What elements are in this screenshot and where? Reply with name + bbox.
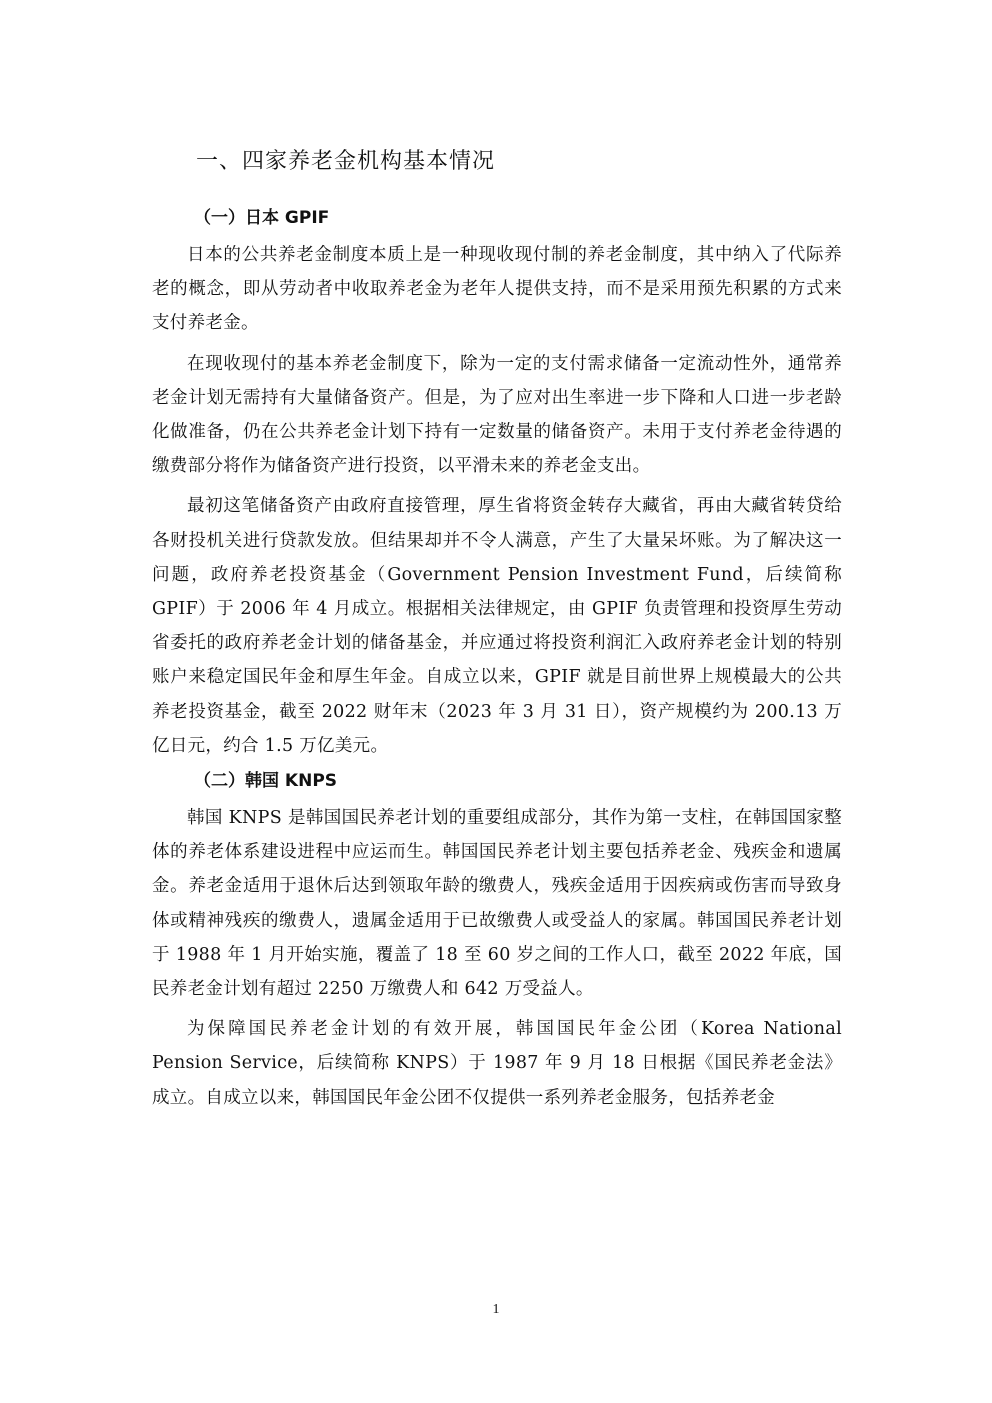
paragraph: 韩国 KNPS 是韩国国民养老计划的重要组成部分，其作为第一支柱，在韩国国家整体的养老体系建设进程中应运而生。韩国国民养老计划主要包括养老金、残疾金和遗属金。养老金适用于退休后达到领取年龄的缴费人，残疾金适用于因疾病或伤害而导致身体或精神残疾的缴费人，遗属金适用于已故缴费人或受益人的家属。韩国国民养老计划于 1988 年 1 月开始实施，覆盖了 18 至 60 岁之间的工作人口，截至 2022 年底，国民养老金计划有超过 2250 万缴费人和 642 万受益人。	[152, 808, 842, 1000]
paragraph: 为保障国民养老金计划的有效开展，韩国国民年金公团（Korea National Pension Service，后续简称 KNPS）于 1987 年 9 月 18 日根据《国民养老金法》成立。自成立以来，韩国国民年金公团不仅提供一系列养老金服务，包括养老金	[152, 1019, 842, 1108]
subsection-heading-knps: （二）韩国 KNPS	[194, 771, 338, 792]
document-body	[152, 142, 842, 1115]
page-number: 1	[492, 1302, 500, 1317]
paragraph: 在现收现付的基本养老金制度下，除为一定的支付需求储备一定流动性外，通常养老金计划无需持有大量储备资产。但是，为了应对出生率进一步下降和人口进一步老龄化做准备，仍在公共养老金计划下持有一定数量的储备资产。未用于支付养老金待遇的缴费部分将作为储备资产进行投资，以平滑未来的养老金支出。	[152, 353, 842, 477]
subsection-heading-gpif: （一）日本 GPIF	[194, 208, 330, 228]
section-title: 一、四家养老金机构基本情况	[196, 149, 496, 174]
paragraph: 最初这笔储备资产由政府直接管理，厚生省将资金转存大藏省，再由大藏省转贷给各财投机关进行贷款发放。但结果却并不令人满意，产生了大量呆坏账。为了解决这一问题，政府养老投资基金（Government Pension Investment Fund，后续简称 GPIF）于 2006 年 4 月成立。根据相关法律规定，由 GPIF 负责管理和投资厚生劳动省委托的政府养老金计划的储备基金，并应通过将投资利润汇入政府养老金计划的特别账户来稳定国民年金和厚生年金。自成立以来，GPIF 就是目前世界上规模最大的公共养老投资基金，截至 2022 财年末（2023 年 3 月 31 日），资产规模约为 200.13 万亿日元，约合 1.5 万亿美元。	[152, 496, 842, 756]
paragraph: 日本的公共养老金制度本质上是一种现收现付制的养老金制度，其中纳入了代际养老的概念，即从劳动者中收取养老金为老年人提供支持，而不是采用预先积累的方式来支付养老金。	[152, 245, 842, 334]
